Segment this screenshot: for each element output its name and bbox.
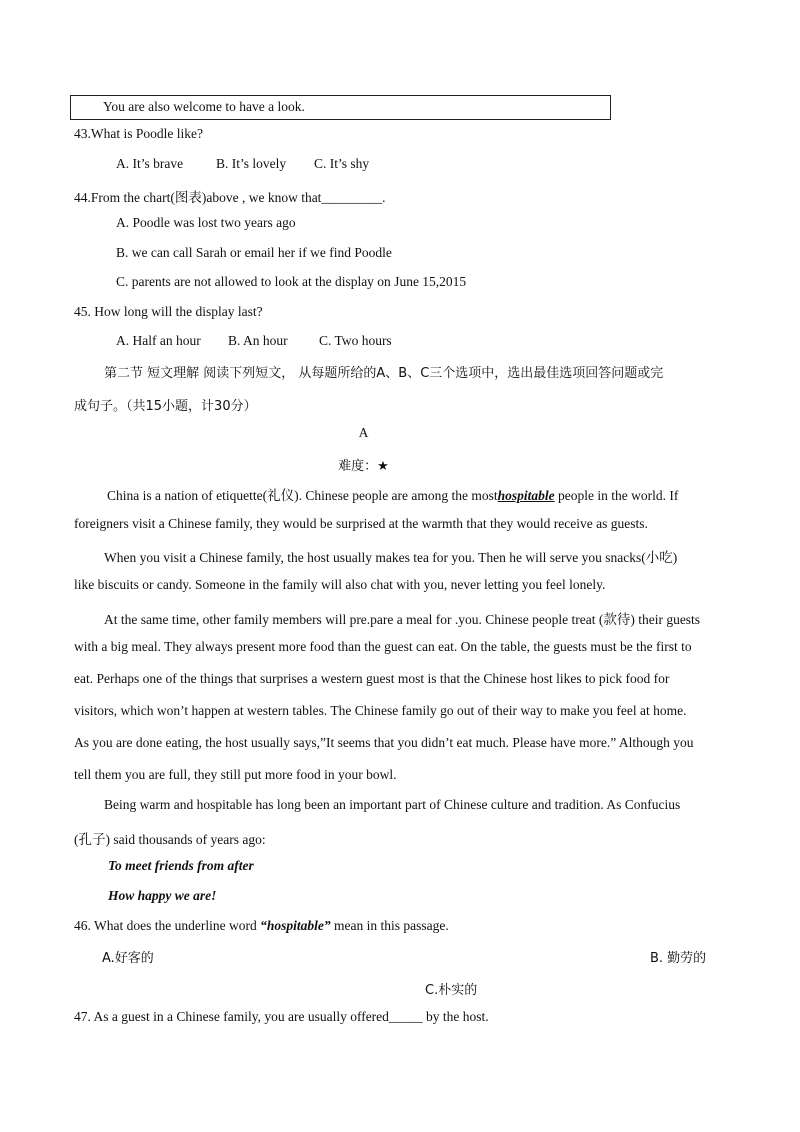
notice-box (70, 95, 611, 120)
question-43-option-b: B. It’s lovely (216, 156, 287, 171)
question-43-option-a: A. It’s brave (116, 156, 184, 171)
question-46-option-c: C.朴实的 (425, 983, 478, 998)
question-44-stem: 44.From the chart(图表)above , we know that_________. (74, 190, 386, 205)
question-44-option-b: B. we can call Sarah or email her if we find Poodle (116, 245, 392, 260)
question-46-option-b: B. 勤劳的 (650, 951, 707, 966)
section-2-instructions: 第二节 短文理解 阅读下列短文， 从每题所给的A、B、C三个选项中，选出最佳选项回答问题或完 (104, 366, 664, 381)
question-47-stem: 47. As a guest in a Chinese family, you are usually offered_____ by the host. (74, 1009, 489, 1024)
paragraph-1-text-end: people in the world. If (554, 488, 679, 503)
question-46-stem (74, 918, 449, 934)
passage-paragraph-1-cont: foreigners visit a Chinese family, they would be surprised at the warmth that they would receive as guests. (74, 516, 648, 531)
passage-paragraph-4: Being warm and hospitable has long been an important part of Chinese culture and tradition. As Confucius (104, 797, 681, 812)
confucius-quote-line-2: How happy we are! (108, 888, 217, 903)
question-46-stem-end: mean in this passage. (330, 918, 449, 933)
question-46-keyword: “hospitable” (260, 918, 331, 933)
question-44-option-c: C. parents are not allowed to look at the display on June 15,2015 (116, 274, 467, 289)
confucius-quote-line-1: To meet friends from after (108, 858, 254, 873)
paragraph-1-text-start: China is a nation of etiquette(礼仪). Chinese people are among the most (107, 488, 498, 503)
passage-paragraph-3-cont-1: with a big meal. They always present more food than the guest can eat. On the table, the guests must be the first to (74, 639, 692, 654)
passage-paragraph-3: At the same time, other family members will pre.pare a meal for .you. Chinese people treat (款待) their guests (104, 612, 701, 627)
question-43-stem: 43.What is Poodle like? (74, 126, 203, 141)
passage-paragraph-3-cont-5: tell them you are full, they still put more food in your bowl. (74, 767, 397, 782)
question-45-option-a: A. Half an hour (116, 333, 201, 348)
question-46-stem-start: 46. What does the underline word (74, 918, 261, 933)
keyword-hospitable: hospitable (497, 488, 555, 503)
question-44-option-a: A. Poodle was lost two years ago (116, 215, 296, 230)
difficulty-rating: 难度：★ (338, 459, 389, 474)
passage-paragraph-4-cont: (孔子) said thousands of years ago: (74, 832, 266, 847)
section-2-instructions-cont: 成句子。（共15小题，计30分） (74, 399, 257, 414)
question-45-option-c: C. Two hours (319, 333, 392, 348)
question-45-option-b: B. An hour (228, 333, 288, 348)
passage-label: A (358, 425, 369, 440)
passage-paragraph-2-cont: like biscuits or candy. Someone in the family will also chat with you, never letting you feel lonely. (74, 577, 606, 592)
passage-paragraph-3-cont-2: eat. Perhaps one of the things that surprises a western guest most is that the Chinese host likes to pick food for (74, 671, 670, 686)
notice-box-text: You are also welcome to have a look. (103, 99, 305, 114)
question-43-option-c: C. It’s shy (314, 156, 370, 171)
question-45-stem: 45. How long will the display last? (74, 304, 263, 319)
passage-paragraph-3-cont-3: visitors, which won’t happen at western tables. The Chinese family go out of their way to make you feel at home. (74, 703, 687, 718)
passage-paragraph-3-cont-4: As you are done eating, the host usually says,”It seems that you didn’t eat much. Please have more.” Although you (74, 735, 694, 750)
passage-paragraph-1 (107, 484, 678, 504)
passage-paragraph-2: When you visit a Chinese family, the host usually makes tea for you. Then he will serve you snacks(小吃) (104, 550, 678, 565)
question-46-option-a: A.好客的 (102, 951, 154, 966)
